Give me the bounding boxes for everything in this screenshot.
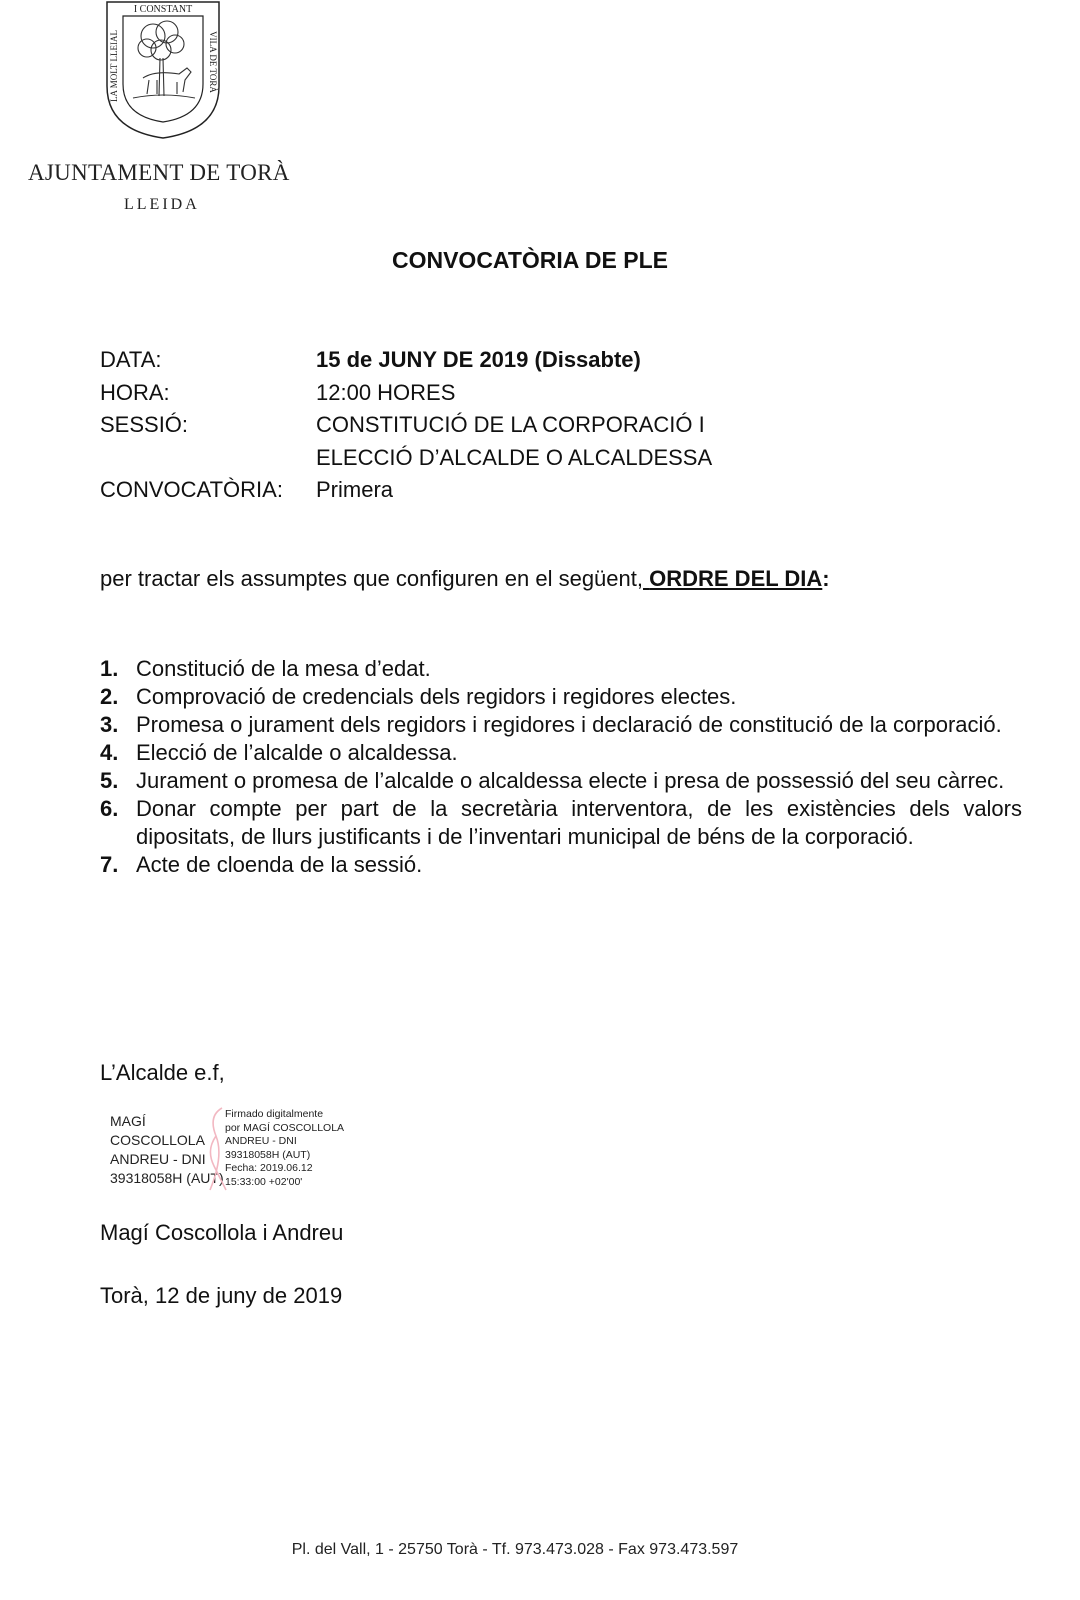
date-value: 15 de JUNY DE 2019 (Dissabte) [316,347,641,372]
agenda-item-number: 3. [100,712,119,737]
session-row [100,409,712,442]
date-row [100,344,712,377]
agenda-item-text: Acte de cloenda de la sessió. [136,852,423,877]
agenda-item-text: Comprovació de credencials dels regidors i regidores electes. [136,684,737,709]
agenda-item-number: 7. [100,852,119,877]
signer-name: Magí Coscollola i Andreu [100,1220,344,1245]
call-label: CONVOCATÒRIA: [100,477,283,502]
agenda-item [100,767,1022,795]
agenda-item-text: Donar compte per part de la secretària interventora, de les existències dels valors dipositats, de llurs justificants i de l’inventari municipal de béns de la corporació. [136,796,1022,849]
date-label: DATA: [100,347,162,372]
agenda-item-text: Jurament o promesa de l’alcalde o alcaldessa electe i presa de possessió del seu càrrec. [136,768,1005,793]
session-row-continued [100,442,712,475]
agenda-item-number: 6. [100,796,119,821]
signature-name-block: MAGÍ COSCOLLOLA ANDREU - DNI 39318058H (AUT) [110,1113,224,1186]
footer-address: Pl. del Vall, 1 - 25750 Torà - Tf. 973.473.028 - Fax 973.473.597 [291,1541,739,1558]
session-label: SESSIÓ: [100,412,189,437]
seal-text-right: VILA DE TORÀ [208,31,218,93]
call-row [100,474,712,507]
agenda-item-text: Elecció de l’alcalde o alcaldessa. [136,740,458,765]
agenda-item-number: 4. [100,740,119,765]
seal-text-left: LA MOLT LLEIAL [109,30,119,102]
time-row [100,377,712,410]
document-title: CONVOCATÒRIA DE PLE [391,247,668,273]
agenda-intro-text: per tractar els assumptes que configuren en el següent, [100,566,643,591]
agenda-item [100,739,1022,767]
municipal-seal-logo [103,0,223,140]
digital-signature [110,1106,350,1192]
agenda-list [100,655,1022,879]
agenda-intro [100,566,830,592]
agenda-heading: ORDRE DEL DIA [649,566,823,591]
agenda-item [100,655,1022,683]
session-value-line-1: CONSTITUCIÓ DE LA CORPORACIÓ I [316,412,705,437]
closing-line: L’Alcalde e.f, [100,1060,225,1085]
seal-text-top: I CONSTANT [133,4,193,15]
agenda-item-number: 2. [100,684,119,709]
agenda-item-number: 1. [100,656,119,681]
session-value-line-2: ELECCIÓ D’ALCALDE O ALCALDESSA [316,444,713,470]
time-label: HORA: [100,379,170,405]
time-value: 12:00 HORES [316,379,456,405]
meeting-details [100,344,712,507]
agenda-item-text: Promesa o jurament dels regidors i regidores i declaració de constitució de la corporació. [136,712,1002,737]
agenda-item-number: 5. [100,768,119,793]
agenda-item-text: Constitució de la mesa d’edat. [136,656,431,681]
ox-icon [143,68,191,94]
organization-name: AJUNTAMENT DE TORÀ [28,160,290,185]
call-value: Primera [316,477,394,502]
agenda-item [100,711,1022,739]
organization-city: LLEIDA [124,196,200,213]
agenda-item [100,851,1022,879]
agenda-item [100,683,1022,711]
agenda-item [100,795,1022,851]
place-and-date: Torà, 12 de juny de 2019 [100,1283,343,1308]
agenda-heading-colon: : [822,566,830,591]
signature-info-block: Firmado digitalmente por MAGÍ COSCOLLOLA ANDREU - DNI 39318058H (AUT) Fecha: 2019.06.12 15:33:00 +02'00' [225,1108,345,1188]
